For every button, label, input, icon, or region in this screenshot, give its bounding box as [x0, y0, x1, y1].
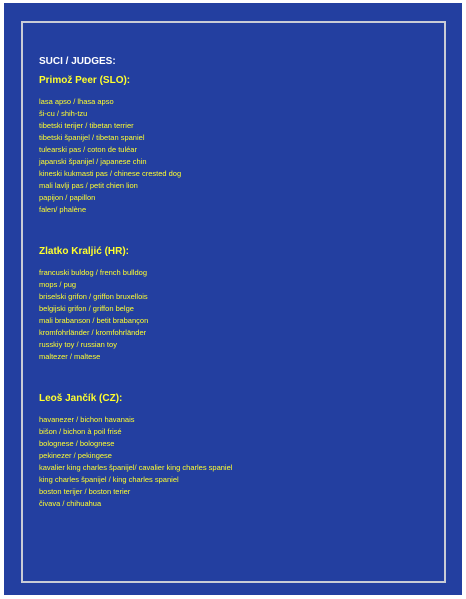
breed-item: ši-cu / shih-tzu — [39, 109, 88, 118]
judge-block-kraljic — [39, 246, 439, 363]
breed-item: bolognese / bolognese — [39, 439, 115, 448]
breed-item: mali lavlji pas / petit chien lion — [39, 181, 138, 190]
judge-block-jancik — [39, 393, 439, 510]
breed-item: kavalier king charles španijel/ cavalier king charles spaniel — [39, 463, 233, 472]
breed-item: boston terijer / boston terier — [39, 487, 131, 496]
breed-item: mops / pug — [39, 280, 77, 289]
breed-item: briselski grifon / griffon bruxellois — [39, 292, 148, 301]
judge-name: Primož Peer (SLO): — [39, 75, 131, 86]
breed-item: belgijski grifon / griffon belge — [39, 304, 134, 313]
breed-item: francuski buldog / french bulldog — [39, 268, 147, 277]
breed-item: havanezer / bichon havanais — [39, 415, 135, 424]
breed-item: čivava / chihuahua — [39, 499, 102, 508]
breed-item: pekinezer / pekingese — [39, 451, 112, 460]
breed-item: tibetski španijel / tibetan spaniel — [39, 133, 145, 142]
breed-item: tulearski pas / coton de tuléar — [39, 145, 137, 154]
breed-item: russkiy toy / russian toy — [39, 340, 117, 349]
breed-item: japanski španijel / japanese chin — [39, 157, 147, 166]
breed-item: falen/ phalène — [39, 205, 87, 214]
judge-block-peer — [39, 75, 439, 216]
section-heading: SUCI / JUDGES: — [39, 56, 116, 67]
breed-item: kineski kukmasti pas / chinese crested dog — [39, 169, 182, 178]
judges-content — [39, 56, 439, 510]
breed-item: papijon / papillon — [39, 193, 96, 202]
judge-name: Zlatko Kraljić (HR): — [39, 246, 130, 257]
breed-item: bišon / bichon à poil frisé — [39, 427, 122, 436]
breed-item: kromfohrländer / kromfohrländer — [39, 328, 147, 337]
breed-item: king charles španijel / king charles spaniel — [39, 475, 179, 484]
breed-item: maltezer / maltese — [39, 352, 101, 361]
breed-item: tibetski terijer / tibetan terrier — [39, 121, 134, 130]
breed-item: mali brabanson / betit brabançon — [39, 316, 149, 325]
breed-item: lasa apso / lhasa apso — [39, 97, 114, 106]
judge-name: Leoš Jančík (CZ): — [39, 393, 123, 404]
